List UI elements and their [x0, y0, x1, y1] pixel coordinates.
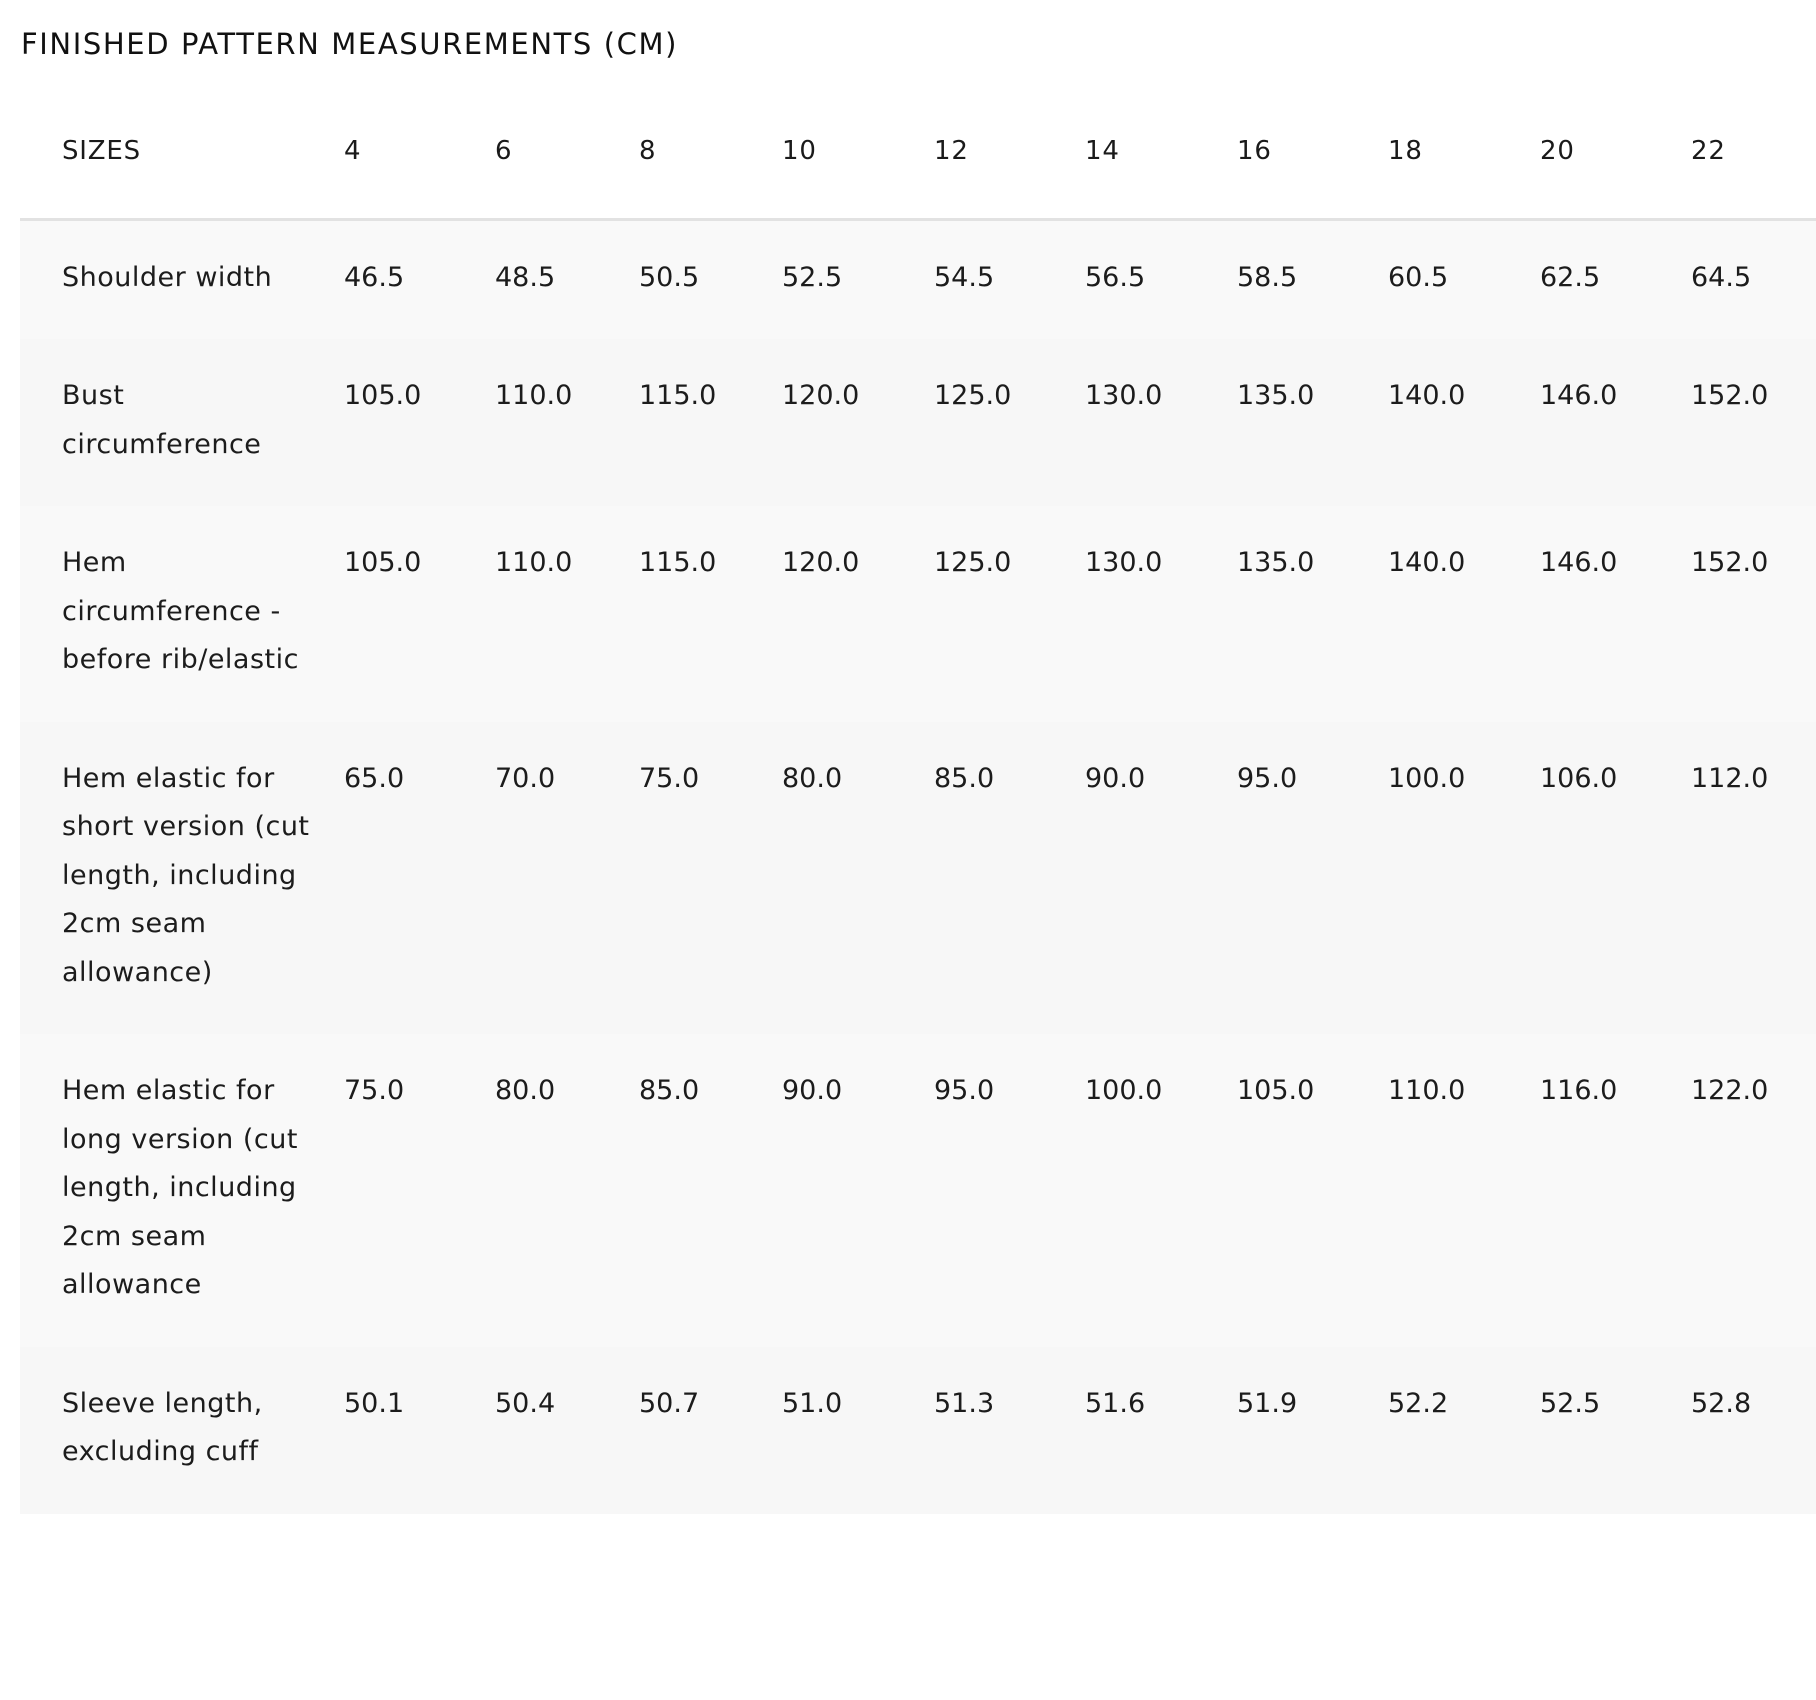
table-cell: 115.0 — [639, 380, 717, 411]
table-cell: 62.5 — [1540, 261, 1601, 293]
table-cell: 122.0 — [1691, 1075, 1769, 1106]
table-cell: 100.0 — [1085, 1075, 1163, 1106]
table-row — [20, 219, 1816, 339]
size-header: 6 — [495, 94, 639, 219]
table-cell: 146.0 — [1540, 547, 1618, 578]
table-cell: 85.0 — [934, 762, 995, 794]
size-header: 20 — [1540, 94, 1691, 219]
table-cell: 75.0 — [639, 762, 700, 794]
table-cell: 120.0 — [782, 380, 860, 411]
size-header: 12 — [934, 94, 1085, 219]
table-cell: 50.4 — [495, 1387, 556, 1419]
table-cell: 152.0 — [1691, 547, 1769, 578]
table-cell: 130.0 — [1085, 380, 1163, 411]
size-header: 18 — [1388, 94, 1540, 219]
table-cell: 52.8 — [1691, 1387, 1752, 1419]
table-cell: 90.0 — [782, 1075, 843, 1106]
table-cell: 50.7 — [639, 1387, 700, 1419]
table-cell: 48.5 — [495, 261, 556, 293]
table-cell: 105.0 — [344, 547, 422, 578]
table-cell: 116.0 — [1540, 1075, 1618, 1106]
table-cell: 140.0 — [1388, 380, 1466, 411]
table-cell: 110.0 — [495, 380, 573, 411]
table-cell: 110.0 — [1388, 1075, 1466, 1106]
table-cell: 140.0 — [1388, 547, 1466, 578]
table-cell: 50.5 — [639, 261, 700, 293]
size-header: 14 — [1085, 94, 1237, 219]
table-cell: 51.3 — [934, 1387, 995, 1419]
measurements-table — [20, 94, 1816, 1514]
table-cell: 105.0 — [1237, 1075, 1315, 1106]
size-header: 22 — [1691, 94, 1816, 219]
table-cell: 100.0 — [1388, 762, 1466, 794]
table-cell: 56.5 — [1085, 261, 1146, 293]
table-cell: 80.0 — [782, 762, 843, 794]
size-header: 4 — [344, 94, 495, 219]
table-cell: 80.0 — [495, 1075, 556, 1106]
table-cell: 52.5 — [782, 261, 843, 293]
table-row — [20, 339, 1816, 506]
table-row — [20, 506, 1816, 722]
table-cell: 85.0 — [639, 1075, 700, 1106]
table-cell: 51.9 — [1237, 1387, 1298, 1419]
table-cell: 52.5 — [1540, 1387, 1601, 1419]
table-row — [20, 1034, 1816, 1347]
page-title: FINISHED PATTERN MEASUREMENTS (CM) — [21, 27, 679, 61]
table-cell: 120.0 — [782, 547, 860, 578]
table-cell: 51.0 — [782, 1387, 843, 1419]
row-label: Shoulder width — [62, 261, 273, 293]
row-label: Hem elastic for short version (cut length, including 2cm seam allowance) — [62, 762, 310, 988]
row-label: Bust circumference — [62, 380, 262, 460]
table-cell: 70.0 — [495, 762, 556, 794]
table-cell: 115.0 — [639, 547, 717, 578]
table-cell: 106.0 — [1540, 762, 1618, 794]
table-cell: 112.0 — [1691, 762, 1769, 794]
row-label: Hem circumference - before rib/elastic — [62, 547, 299, 675]
table-cell: 146.0 — [1540, 380, 1618, 411]
table-cell: 65.0 — [344, 762, 405, 794]
table-cell: 60.5 — [1388, 261, 1449, 293]
table-cell: 125.0 — [934, 547, 1012, 578]
table-cell: 130.0 — [1085, 547, 1163, 578]
header-row — [20, 94, 1816, 219]
sizes-header: SIZES — [20, 94, 344, 219]
table-cell: 58.5 — [1237, 261, 1298, 293]
table-cell: 75.0 — [344, 1075, 405, 1106]
table-row — [20, 722, 1816, 1035]
row-label: Sleeve length, excluding cuff — [62, 1387, 263, 1467]
table-cell: 64.5 — [1691, 261, 1752, 293]
table-cell: 95.0 — [1237, 762, 1298, 794]
size-header: 10 — [782, 94, 934, 219]
table-cell: 110.0 — [495, 547, 573, 578]
table-cell: 46.5 — [344, 261, 405, 293]
table-cell: 105.0 — [344, 380, 422, 411]
table-cell: 152.0 — [1691, 380, 1769, 411]
table-cell: 90.0 — [1085, 762, 1146, 794]
table-cell: 51.6 — [1085, 1387, 1146, 1419]
table-cell: 125.0 — [934, 380, 1012, 411]
row-label: Hem elastic for long version (cut length, including 2cm seam allowance — [62, 1075, 298, 1300]
table-cell: 50.1 — [344, 1387, 405, 1419]
table-cell: 95.0 — [934, 1075, 995, 1106]
table-cell: 54.5 — [934, 261, 995, 293]
table-cell: 52.2 — [1388, 1387, 1449, 1419]
table-cell: 135.0 — [1237, 547, 1315, 578]
size-header: 16 — [1237, 94, 1388, 219]
table-cell: 135.0 — [1237, 380, 1315, 411]
table-row — [20, 1347, 1816, 1514]
size-header: 8 — [639, 94, 782, 219]
